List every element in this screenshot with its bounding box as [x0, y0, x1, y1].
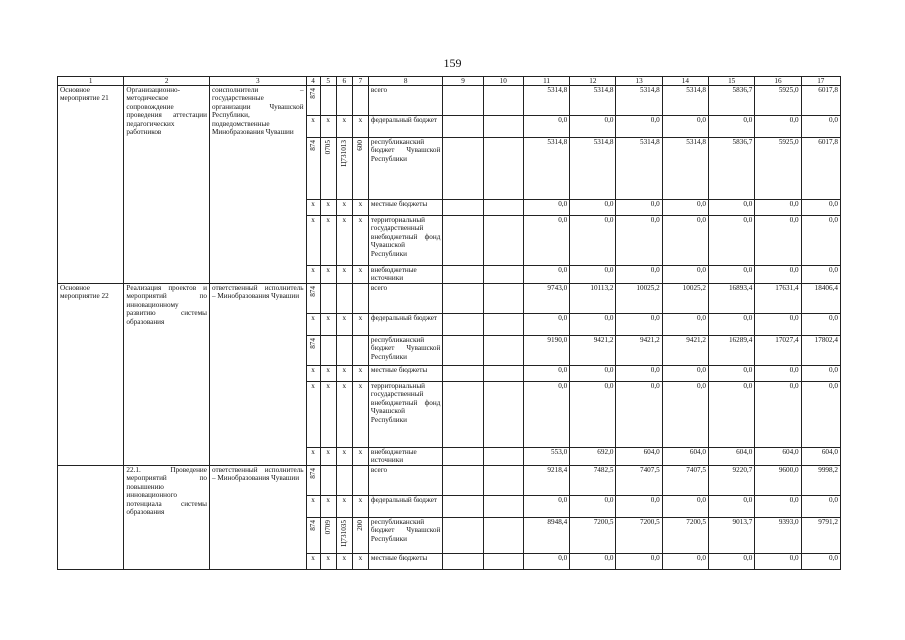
block-col3: ответственный исполнитель – Минобразования Чувашии [209, 466, 306, 570]
funding-source: местные бюджеты [368, 554, 442, 570]
value-cell: 0,0 [801, 554, 840, 570]
empty-cell-10 [483, 382, 523, 448]
value-cell: 0,0 [570, 216, 616, 266]
value-cell: 9743,0 [523, 284, 569, 314]
value-cell: 0,0 [616, 382, 662, 448]
code-cell-c5: x [320, 496, 336, 518]
funding-source: федеральный бюджет [368, 116, 442, 138]
value-cell: 5836,7 [709, 138, 755, 200]
value-cell: 6017,8 [801, 138, 840, 200]
code-cell-c4: x [306, 266, 320, 284]
empty-cell-9 [443, 284, 483, 314]
value-cell: 0,0 [662, 554, 708, 570]
code-cell-c5 [320, 518, 336, 554]
code-cell-c5: x [320, 314, 336, 336]
value-cell: 0,0 [709, 116, 755, 138]
value-cell: 0,0 [709, 314, 755, 336]
empty-cell-9 [443, 216, 483, 266]
funding-source: внебюджетные источники [368, 266, 442, 284]
value-cell: 0,0 [662, 382, 708, 448]
value-cell: 0,0 [570, 366, 616, 382]
header-cell: 5 [320, 77, 336, 86]
code-cell-c5: x [320, 116, 336, 138]
header-cell: 7 [352, 77, 368, 86]
value-cell: 0,0 [801, 116, 840, 138]
budget-table [57, 76, 841, 570]
code-cell-c7 [352, 336, 368, 366]
value-cell: 7407,5 [616, 466, 662, 496]
code-cell-c7 [352, 284, 368, 314]
code-cell-c4: x [306, 448, 320, 466]
value-cell: 10113,2 [570, 284, 616, 314]
block-col2: Реализация проектов и мероприятий по инновационному развитию системы образования [124, 284, 210, 466]
value-cell: 0,0 [523, 200, 569, 216]
value-cell: 0,0 [616, 116, 662, 138]
value-cell: 9013,7 [709, 518, 755, 554]
value-cell: 0,0 [755, 200, 801, 216]
value-cell: 17027,4 [755, 336, 801, 366]
value-cell: 0,0 [709, 266, 755, 284]
code-cell-c7 [352, 86, 368, 116]
value-cell: 16893,4 [709, 284, 755, 314]
value-cell: 6017,8 [801, 86, 840, 116]
code-value: 874 [308, 88, 317, 99]
value-cell: 0,0 [801, 216, 840, 266]
value-cell: 5314,8 [570, 86, 616, 116]
value-cell: 0,0 [616, 314, 662, 336]
code-cell-c7: x [352, 382, 368, 448]
code-cell-c6: x [336, 200, 352, 216]
value-cell: 0,0 [709, 366, 755, 382]
code-cell-c5 [320, 138, 336, 200]
code-cell-c6: x [336, 366, 352, 382]
code-cell-c4 [306, 86, 320, 116]
code-cell-c6 [336, 466, 352, 496]
value-cell: 7407,5 [662, 466, 708, 496]
code-cell-c4: x [306, 496, 320, 518]
code-cell-c5: x [320, 448, 336, 466]
code-cell-c6: x [336, 266, 352, 284]
value-cell: 0,0 [755, 382, 801, 448]
header-cell: 1 [58, 77, 124, 86]
value-cell: 9190,0 [523, 336, 569, 366]
value-cell: 5314,8 [570, 138, 616, 200]
funding-source: республиканский бюджет Чувашской Республики [368, 138, 442, 200]
block-col3: ответственный исполнитель – Минобразования Чувашии [209, 284, 306, 466]
code-cell-c5: x [320, 266, 336, 284]
code-cell-c4 [306, 466, 320, 496]
value-cell: 10025,2 [616, 284, 662, 314]
empty-cell-10 [483, 200, 523, 216]
header-cell: 2 [124, 77, 210, 86]
empty-cell-10 [483, 138, 523, 200]
block-col1: Основное мероприятие 22 [58, 284, 124, 466]
value-cell: 0,0 [523, 314, 569, 336]
code-value: 874 [308, 520, 317, 531]
empty-cell-10 [483, 466, 523, 496]
value-cell: 604,0 [616, 448, 662, 466]
code-cell-c6 [336, 138, 352, 200]
funding-source: всего [368, 86, 442, 116]
value-cell: 9218,4 [523, 466, 569, 496]
code-cell-c7 [352, 466, 368, 496]
code-cell-c5: x [320, 366, 336, 382]
code-value: 874 [308, 338, 317, 349]
value-cell: 0,0 [662, 496, 708, 518]
value-cell: 604,0 [801, 448, 840, 466]
page-number: 159 [443, 56, 462, 70]
header-cell: 8 [368, 77, 442, 86]
table-row [58, 284, 841, 314]
value-cell: 0,0 [801, 382, 840, 448]
value-cell: 0,0 [523, 366, 569, 382]
value-cell: 0,0 [662, 266, 708, 284]
code-value: Ц731035 [339, 520, 348, 547]
value-cell: 604,0 [755, 448, 801, 466]
value-cell: 0,0 [523, 382, 569, 448]
code-cell-c7: x [352, 200, 368, 216]
funding-source: федеральный бюджет [368, 496, 442, 518]
code-cell-c7: x [352, 496, 368, 518]
code-value: 0709 [323, 520, 332, 535]
value-cell: 10025,2 [662, 284, 708, 314]
table-row [58, 86, 841, 116]
code-cell-c5: x [320, 554, 336, 570]
code-cell-c4: x [306, 200, 320, 216]
value-cell: 0,0 [616, 496, 662, 518]
value-cell: 0,0 [662, 314, 708, 336]
empty-cell-9 [443, 266, 483, 284]
code-cell-c4: x [306, 554, 320, 570]
header-cell: 3 [209, 77, 306, 86]
value-cell: 8948,4 [523, 518, 569, 554]
funding-source: всего [368, 284, 442, 314]
empty-cell-9 [443, 116, 483, 138]
value-cell: 7200,5 [616, 518, 662, 554]
value-cell: 0,0 [570, 116, 616, 138]
value-cell: 16289,4 [709, 336, 755, 366]
code-cell-c6: x [336, 448, 352, 466]
value-cell: 0,0 [616, 266, 662, 284]
empty-cell-9 [443, 448, 483, 466]
code-value: 874 [308, 468, 317, 479]
value-cell: 18406,4 [801, 284, 840, 314]
code-value: 874 [308, 140, 317, 151]
empty-cell-10 [483, 116, 523, 138]
empty-cell-10 [483, 496, 523, 518]
code-cell-c4 [306, 138, 320, 200]
value-cell: 0,0 [709, 554, 755, 570]
value-cell: 0,0 [801, 366, 840, 382]
value-cell: 17631,4 [755, 284, 801, 314]
code-cell-c5 [320, 86, 336, 116]
code-cell-c4: x [306, 366, 320, 382]
empty-cell-9 [443, 200, 483, 216]
header-cell: 15 [709, 77, 755, 86]
empty-cell-9 [443, 554, 483, 570]
value-cell: 7200,5 [662, 518, 708, 554]
code-cell-c7: x [352, 366, 368, 382]
empty-cell-9 [443, 518, 483, 554]
header-cell: 10 [483, 77, 523, 86]
code-cell-c6: x [336, 314, 352, 336]
code-cell-c7: x [352, 116, 368, 138]
value-cell: 0,0 [709, 200, 755, 216]
empty-cell-9 [443, 366, 483, 382]
code-cell-c7: x [352, 266, 368, 284]
code-cell-c4: x [306, 382, 320, 448]
value-cell: 604,0 [709, 448, 755, 466]
funding-source: территориальный государственный внебюджетный фонд Чувашской Республики [368, 216, 442, 266]
value-cell: 0,0 [662, 366, 708, 382]
empty-cell-10 [483, 314, 523, 336]
block-col2: Организационно-методическое сопровождение проведения аттестации педагогических работников [124, 86, 210, 284]
code-cell-c6: x [336, 216, 352, 266]
code-cell-c5 [320, 284, 336, 314]
block-col1: Основное мероприятие 21 [58, 86, 124, 284]
code-cell-c7: x [352, 216, 368, 266]
value-cell: 0,0 [523, 216, 569, 266]
value-cell: 9791,2 [801, 518, 840, 554]
header-cell: 14 [662, 77, 708, 86]
empty-cell-10 [483, 86, 523, 116]
funding-source: республиканский бюджет Чувашской Республики [368, 518, 442, 554]
value-cell: 5836,7 [709, 86, 755, 116]
code-value: 600 [355, 140, 364, 151]
code-cell-c7 [352, 518, 368, 554]
code-cell-c4: x [306, 116, 320, 138]
empty-cell-9 [443, 86, 483, 116]
value-cell: 5925,0 [755, 86, 801, 116]
empty-cell-10 [483, 266, 523, 284]
empty-cell-9 [443, 336, 483, 366]
value-cell: 5925,0 [755, 138, 801, 200]
empty-cell-10 [483, 518, 523, 554]
value-cell: 0,0 [801, 266, 840, 284]
value-cell: 0,0 [755, 266, 801, 284]
value-cell: 0,0 [755, 314, 801, 336]
value-cell: 9600,0 [755, 466, 801, 496]
value-cell: 9421,2 [570, 336, 616, 366]
header-cell: 11 [523, 77, 569, 86]
value-cell: 0,0 [662, 200, 708, 216]
code-cell-c7: x [352, 448, 368, 466]
value-cell: 0,0 [616, 200, 662, 216]
code-cell-c6 [336, 86, 352, 116]
value-cell: 0,0 [709, 382, 755, 448]
funding-source: внебюджетные источники [368, 448, 442, 466]
value-cell: 0,0 [523, 266, 569, 284]
code-cell-c7 [352, 138, 368, 200]
value-cell: 553,0 [523, 448, 569, 466]
empty-cell-9 [443, 314, 483, 336]
code-value: 0705 [323, 140, 332, 155]
code-cell-c4: x [306, 216, 320, 266]
value-cell: 7200,5 [570, 518, 616, 554]
code-cell-c4 [306, 518, 320, 554]
funding-source: территориальный государственный внебюджетный фонд Чувашской Республики [368, 382, 442, 448]
code-cell-c6: x [336, 554, 352, 570]
header-cell: 6 [336, 77, 352, 86]
header-cell: 12 [570, 77, 616, 86]
value-cell: 5314,8 [616, 138, 662, 200]
code-cell-c6 [336, 284, 352, 314]
value-cell: 0,0 [755, 366, 801, 382]
header-cell: 16 [755, 77, 801, 86]
code-value: Ц731013 [339, 140, 348, 167]
value-cell: 5314,8 [616, 86, 662, 116]
value-cell: 604,0 [662, 448, 708, 466]
block-col3: соисполнители – государственные организации Чувашской Республики, подведомственные Минобразования Чувашии [209, 86, 306, 284]
value-cell: 0,0 [570, 496, 616, 518]
value-cell: 9393,0 [755, 518, 801, 554]
funding-source: всего [368, 466, 442, 496]
header-row [58, 77, 841, 86]
value-cell: 0,0 [523, 496, 569, 518]
funding-source: республиканский бюджет Чувашской Республики [368, 336, 442, 366]
code-cell-c4: x [306, 314, 320, 336]
value-cell: 17802,4 [801, 336, 840, 366]
value-cell: 0,0 [755, 554, 801, 570]
value-cell: 0,0 [709, 496, 755, 518]
value-cell: 0,0 [662, 216, 708, 266]
value-cell: 0,0 [570, 266, 616, 284]
empty-cell-9 [443, 466, 483, 496]
header-cell: 9 [443, 77, 483, 86]
value-cell: 9421,2 [662, 336, 708, 366]
empty-cell-10 [483, 216, 523, 266]
code-cell-c7: x [352, 554, 368, 570]
code-cell-c5: x [320, 382, 336, 448]
empty-cell-10 [483, 448, 523, 466]
value-cell: 9998,2 [801, 466, 840, 496]
empty-cell-10 [483, 336, 523, 366]
funding-source: местные бюджеты [368, 200, 442, 216]
value-cell: 0,0 [523, 554, 569, 570]
empty-cell-10 [483, 366, 523, 382]
funding-source: местные бюджеты [368, 366, 442, 382]
header-cell: 17 [801, 77, 840, 86]
empty-cell-9 [443, 496, 483, 518]
value-cell: 7482,5 [570, 466, 616, 496]
value-cell: 0,0 [570, 314, 616, 336]
empty-cell-9 [443, 138, 483, 200]
value-cell: 0,0 [570, 200, 616, 216]
value-cell: 0,0 [616, 554, 662, 570]
value-cell: 0,0 [755, 116, 801, 138]
value-cell: 0,0 [801, 314, 840, 336]
value-cell: 0,0 [755, 496, 801, 518]
value-cell: 0,0 [570, 382, 616, 448]
value-cell: 5314,8 [523, 138, 569, 200]
code-cell-c5: x [320, 216, 336, 266]
value-cell: 0,0 [570, 554, 616, 570]
value-cell: 9421,2 [616, 336, 662, 366]
code-cell-c5 [320, 336, 336, 366]
value-cell: 0,0 [801, 200, 840, 216]
value-cell: 0,0 [523, 116, 569, 138]
header-cell: 4 [306, 77, 320, 86]
code-cell-c6 [336, 518, 352, 554]
code-cell-c6 [336, 336, 352, 366]
empty-cell-9 [443, 382, 483, 448]
value-cell: 0,0 [616, 216, 662, 266]
code-cell-c6: x [336, 382, 352, 448]
table-row [58, 466, 841, 496]
code-value: 874 [308, 286, 317, 297]
value-cell: 5314,8 [523, 86, 569, 116]
code-cell-c6: x [336, 496, 352, 518]
code-cell-c4 [306, 336, 320, 366]
empty-cell-10 [483, 554, 523, 570]
code-cell-c5: x [320, 200, 336, 216]
value-cell: 5314,8 [662, 138, 708, 200]
block-col1 [58, 466, 124, 570]
empty-cell-10 [483, 284, 523, 314]
value-cell: 0,0 [662, 116, 708, 138]
value-cell: 0,0 [755, 216, 801, 266]
value-cell: 9220,7 [709, 466, 755, 496]
funding-source: федеральный бюджет [368, 314, 442, 336]
block-col2: 22.1. Проведение мероприятий по повышению инновационного потенциала системы образования [124, 466, 210, 570]
value-cell: 0,0 [709, 216, 755, 266]
value-cell: 0,0 [616, 366, 662, 382]
value-cell: 692,0 [570, 448, 616, 466]
code-cell-c4 [306, 284, 320, 314]
header-cell: 13 [616, 77, 662, 86]
code-cell-c6: x [336, 116, 352, 138]
code-cell-c7: x [352, 314, 368, 336]
code-value: 200 [355, 520, 364, 531]
code-cell-c5 [320, 466, 336, 496]
value-cell: 0,0 [801, 496, 840, 518]
value-cell: 5314,8 [662, 86, 708, 116]
